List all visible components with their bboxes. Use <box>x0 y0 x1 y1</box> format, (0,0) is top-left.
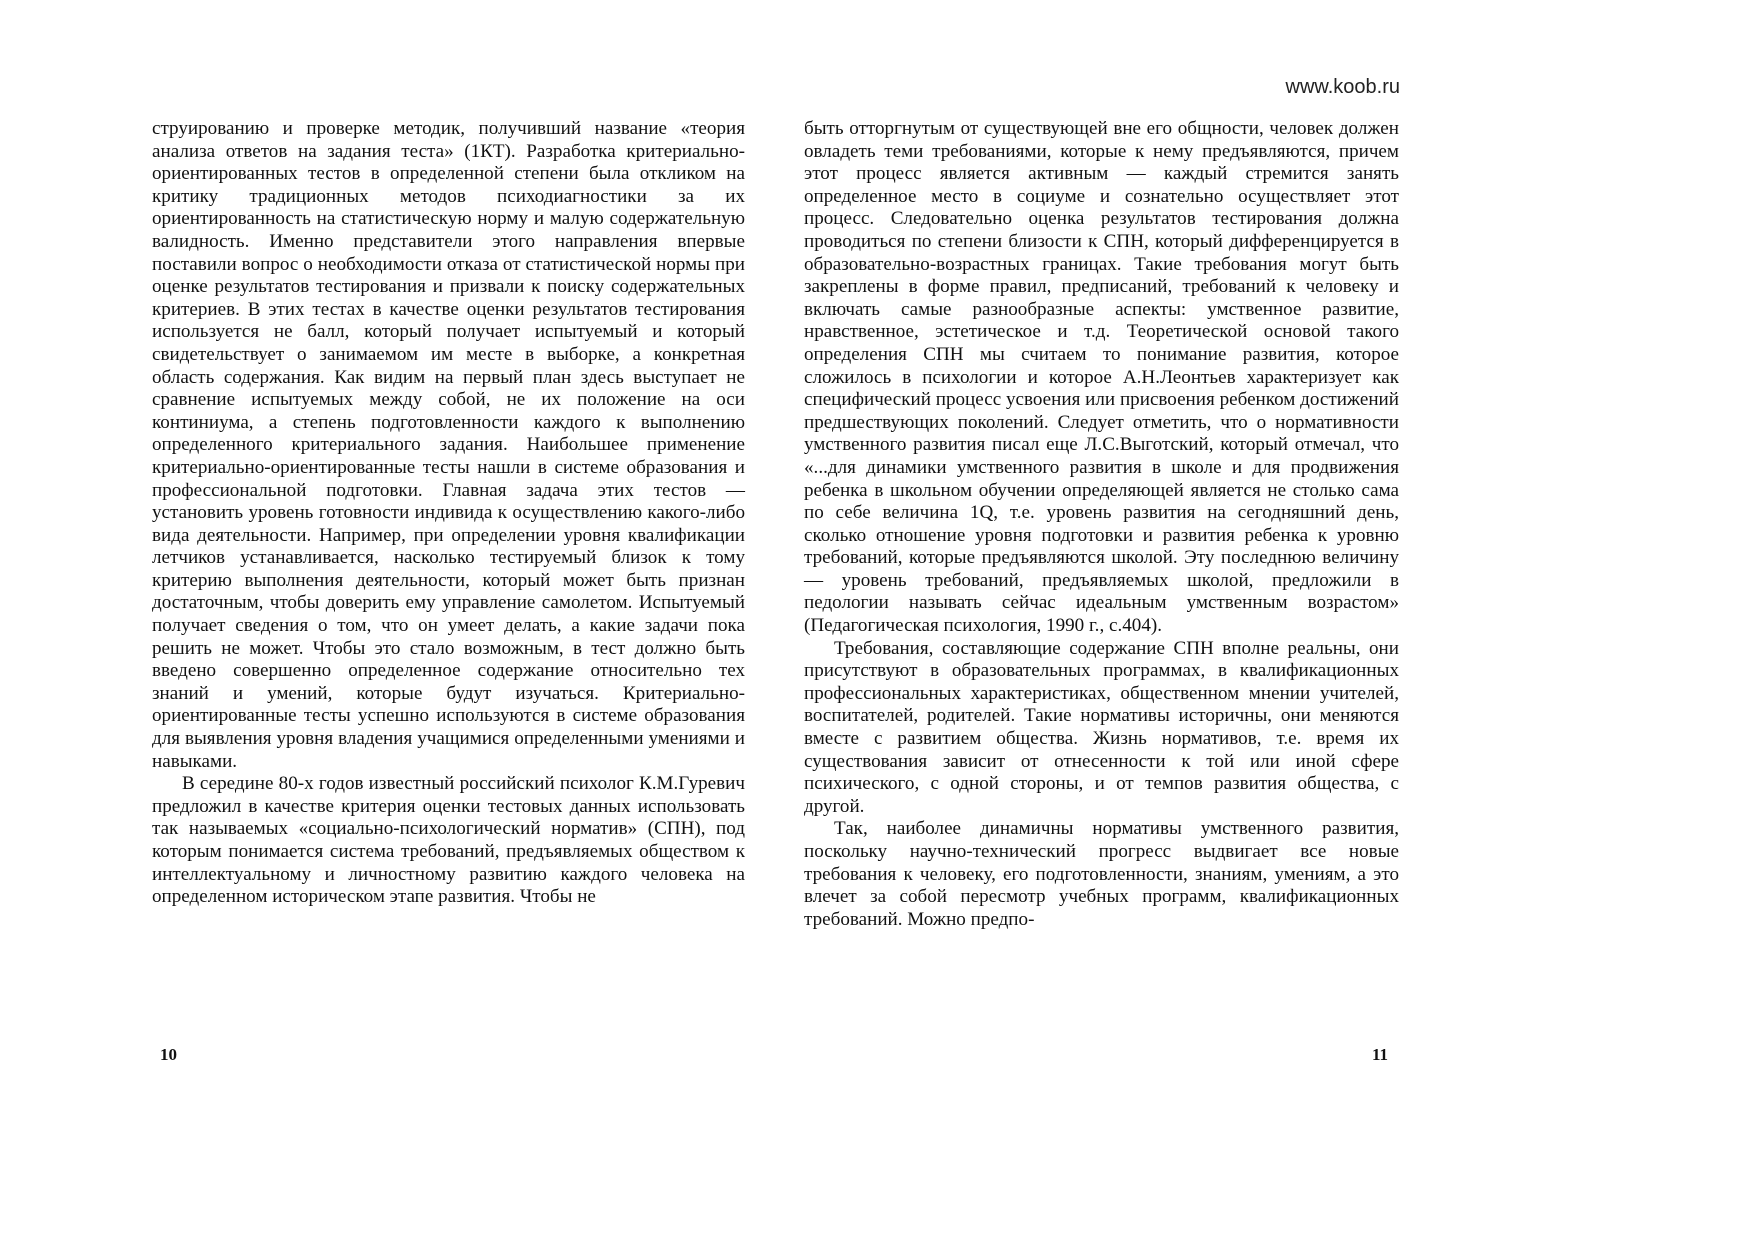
right-page-text <box>804 118 1399 931</box>
left-paragraph-1: струированию и проверке методик, получивший название «теория анализа ответов на задания теста» (1КТ). Разработка критериально-ориентированных тестов в определенной степени была откликом на критику традиционных методов психодиагностики за их ориентированность на статистическую норму и малую содержательную валидность. Именно представители этого направления впервые поставили вопрос о необходимости отказа от статистической нормы при оценке результатов тестирования и призвали к поиску содержательных критериев. В этих тестах в качестве оценки результатов тестирования используется не балл, который получает испытуемый и который свидетельствует о занимаемом им месте в выборке, а конкретная область содержания. Как видим на первый план здесь выступает не сравнение испытуемых между собой, не их положение на оси континиума, а степень подготовленности каждого к выполнению определенного критериального задания. Наибольшее применение критериально-ориентированные тесты нашли в системе образования и профессиональной подготовки. Главная задача этих тестов — установить уровень готовности индивида к осуществлению какого-либо вида деятельности. Например, при определении уровня квалификации летчиков устанавливается, насколько тестируемый близок к тому критерию выполнения деятельности, который может быть признан достаточным, чтобы доверить ему управление самолетом. Испытуемый получает сведения о том, что он умеет делать, а какие задачи пока решить не может. Чтобы это стало возможным, в тест должно быть введено совершенно определенное содержание относительно тех знаний и умений, которые будут изучаться. Критериально-ориентированные тесты успешно используются в системе образования для выявления уровня владения учащимися определенными умениями и навыками. <box>152 118 745 772</box>
left-page-text <box>152 118 745 909</box>
right-paragraph-1: быть отторгнутым от существующей вне его общности, человек должен овладеть теми требованиями, которые к нему предъявляются, причем этот процесс является активным — каждый стремится занять определенное место в социуме и сознательно осуществляет этот процесс. Следовательно оценка результатов тестирования должна проводиться по степени близости к СПН, который дифференцируется в образовательно-возрастных границах. Такие требования могут быть закреплены в форме правил, предписаний, требований к человеку и включать самые разнообразные аспекты: умственное развитие, нравственное, эстетическое и т.д. Теоретической основой такого определения СПН мы считаем то понимание развития, которое сложилось в психологии и которое А.Н.Леонтьев характеризует как специфический процесс усвоения или присвоения ребенком достижений предшествующих поколений. Следует отметить, что о нормативности умственного развития писал еще Л.С.Выготский, который отмечал, что «...для динамики умственного развития в школе и для продвижения ребенка в школьном обучении определяющей является не столько сама по себе величина 1Q, т.е. уровень развития на сегодняшний день, сколько отношение уровня подготовки и развития ребенка к уровню требований, которые предъявляются школой. Эту последнюю величину — уровень требований, предъявляемых школой, предложили в педологии называть сейчас идеальным умственным возрастом» (Педагогическая психология, 1990 г., с.404). <box>804 118 1399 637</box>
site-url: www.koob.ru <box>1285 76 1400 98</box>
right-page-number: 11 <box>1372 1045 1389 1064</box>
right-paragraph-2: Требования, составляющие содержание СПН вполне реальны, они присутствуют в образовательных программах, в квалификационных профессиональных характеристиках, общественном мнении учителей, воспитателей, родителей. Такие нормативы историчны, они меняются вместе с развитием общества. Жизнь нормативов, т.е. время их существования зависит от отнесенности к той или иной сфере психического, с одной стороны, и от темпов развития общества, с другой. <box>804 637 1399 817</box>
left-page-number: 10 <box>160 1045 177 1064</box>
left-paragraph-2: В середине 80-х годов известный российский психолог К.М.Гуревич предложил в качестве критерия оценки тестовых данных использовать так называемых «социально-психологический норматив» (СПН), под которым понимается система требований, предъявляемых обществом к интеллектуальному и личностному развитию каждого человека на определенном историческом этапе развития. Чтобы не <box>152 773 745 908</box>
right-paragraph-3: Так, наиболее динамичны нормативы умственного развития, поскольку научно-технический прогресс выдвигает все новые требования к человеку, его подготовленности, знаниям, умениям, а это влечет за собой пересмотр учебных программ, квалификационных требований. Можно предпо- <box>804 818 1399 930</box>
